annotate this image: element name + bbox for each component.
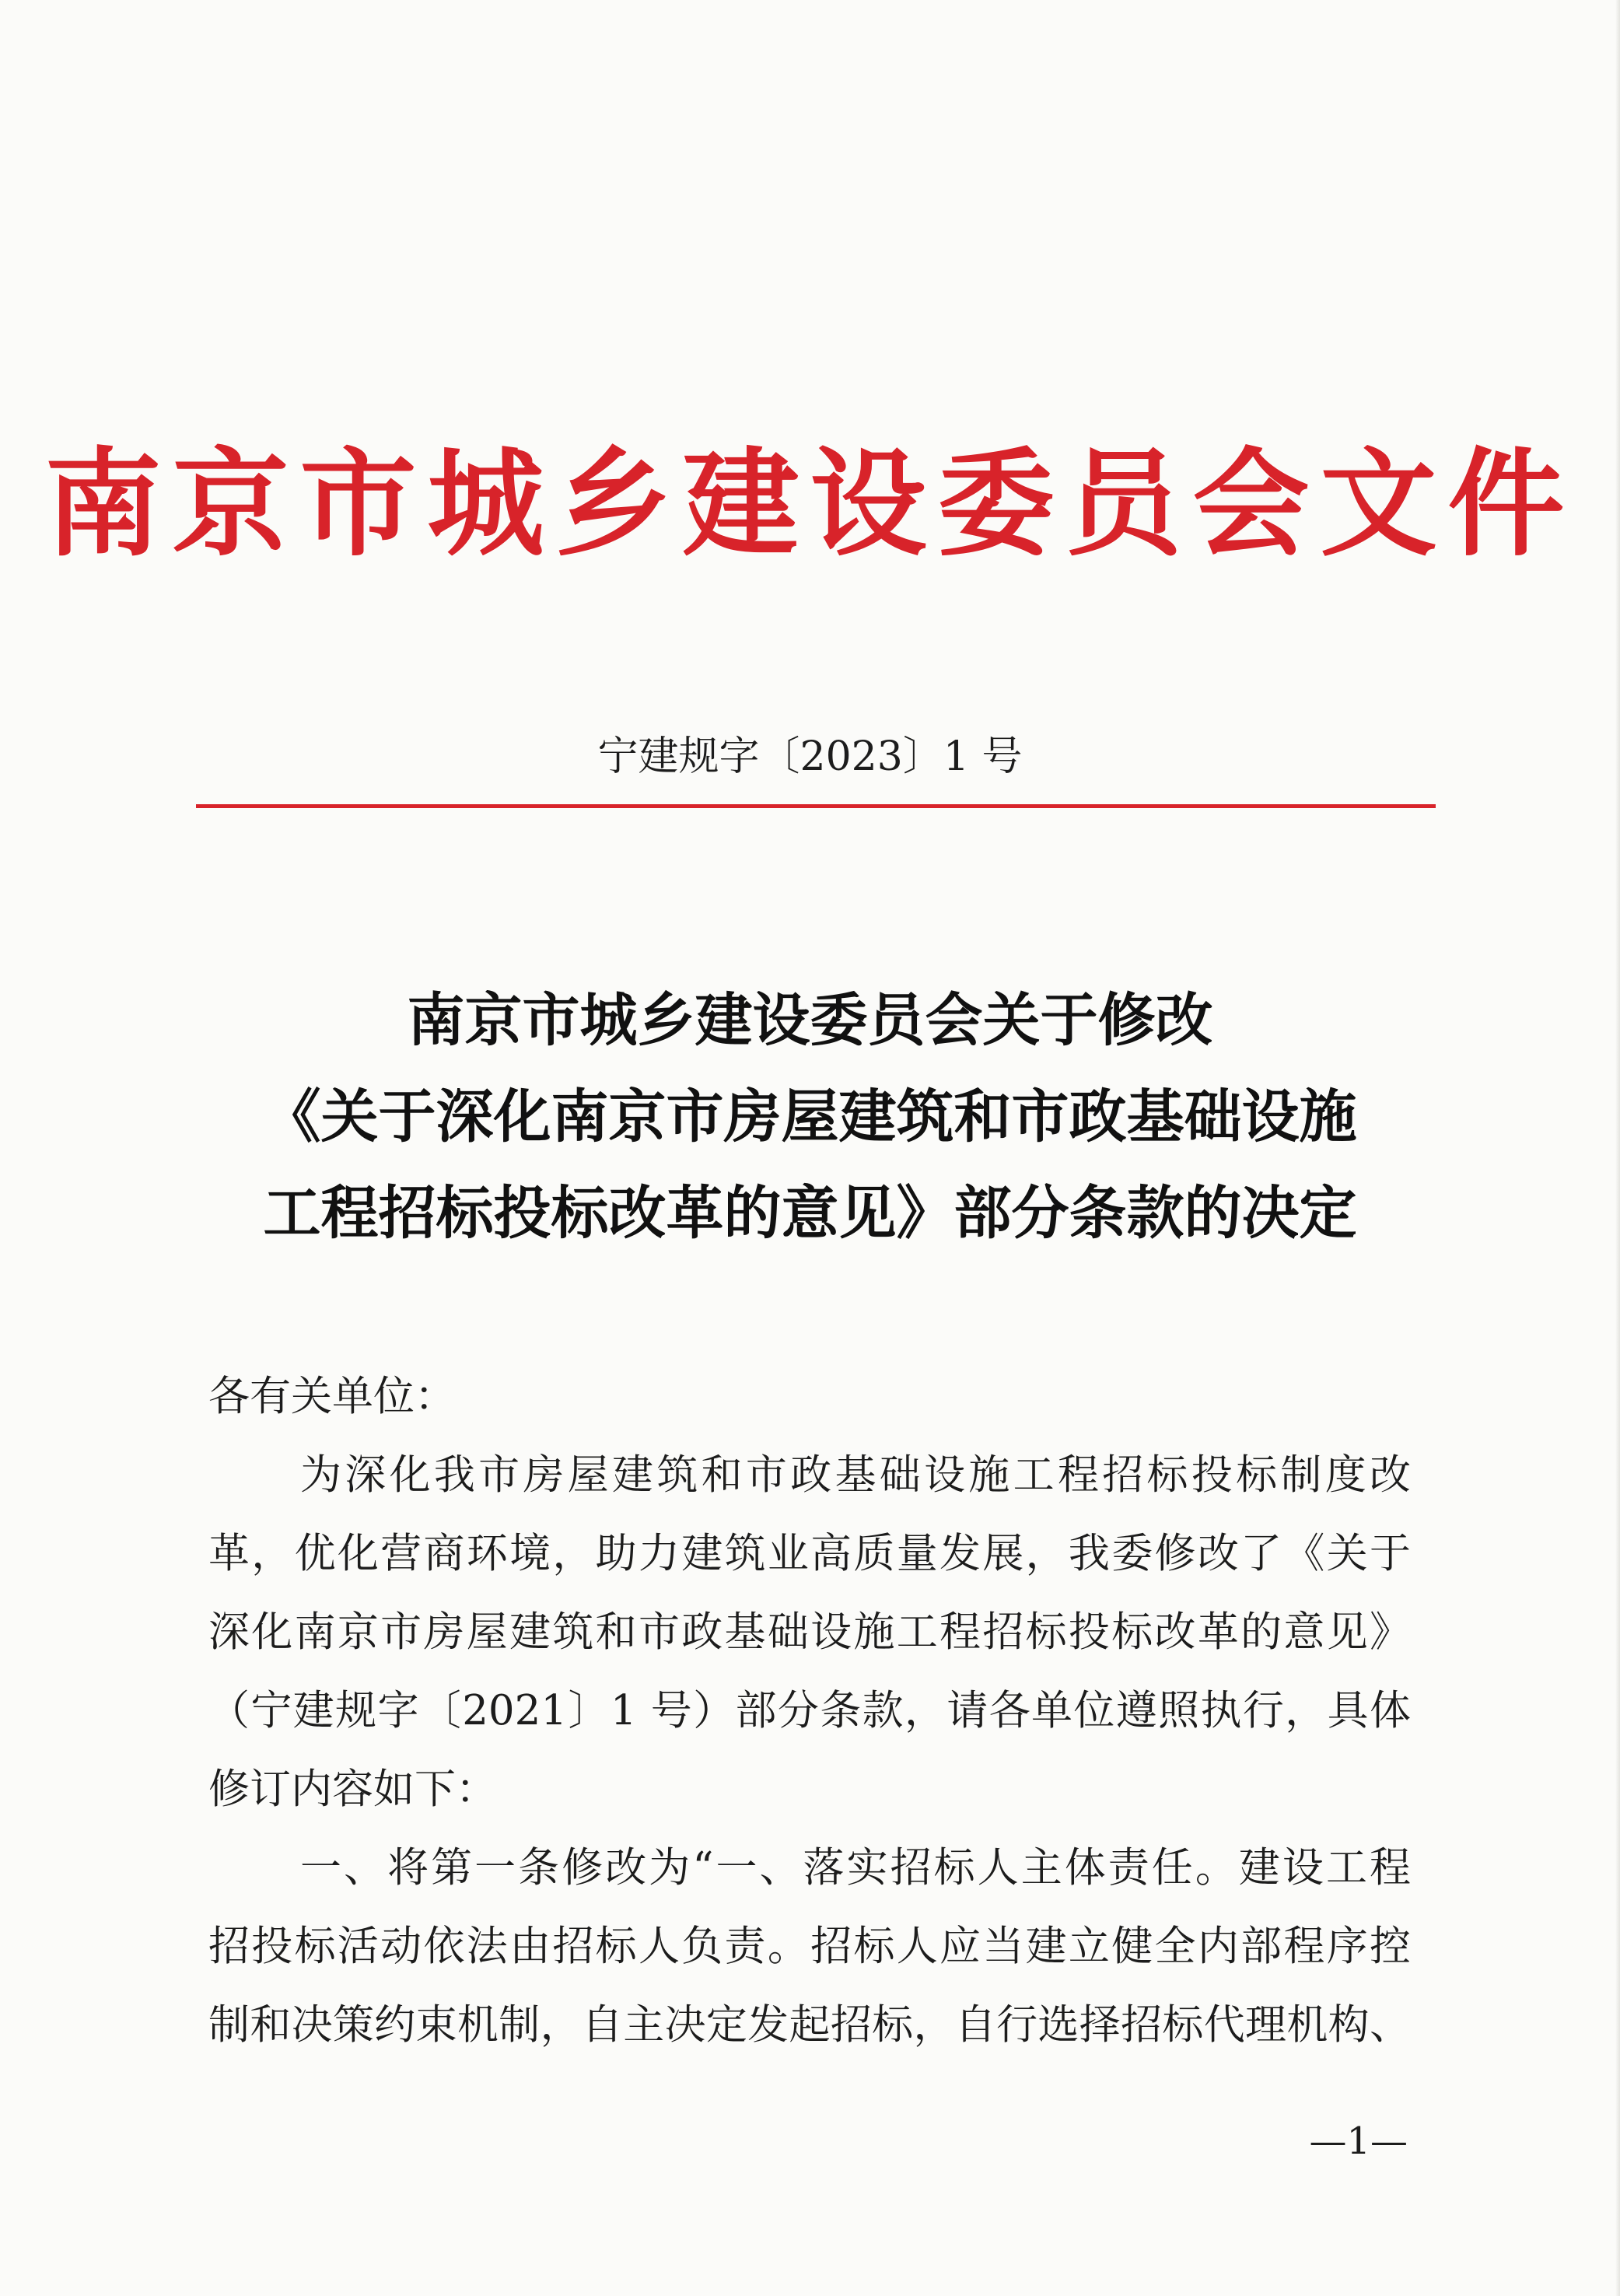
paragraph-2-line-1: 一、将第一条修改为“一、落实招标人主体责任。建设工程	[300, 1844, 1411, 1892]
salutation: 各有关单位：	[208, 1373, 456, 1420]
document-title	[0, 972, 1620, 1262]
masthead-title: 南京市城乡建设委员会文件	[44, 436, 1576, 572]
body-text	[208, 1357, 1411, 2064]
title-line-3: 工程招标投标改革的意见》部分条款的决定	[263, 1180, 1357, 1247]
document-number: 宁建规字〔2023〕1 号	[597, 733, 1023, 780]
paragraph-1-line-4: （宁建规字〔2021〕1 号）部分条款，请各单位遵照执行，具体	[208, 1687, 1411, 1734]
paragraph-2-line-2: 招投标活动依法由招标人负责。招标人应当建立健全内部程序控	[208, 1923, 1411, 1970]
page-number: —1—	[1309, 2119, 1408, 2163]
paragraph-2-line-3: 制和决策约束机制，自主决定发起招标，自行选择招标代理机构、	[208, 2001, 1411, 2049]
paragraph-1-line-3: 深化南京市房屋建筑和市政基础设施工程招标投标改革的意见》	[208, 1608, 1411, 1656]
paragraph-1-line-5: 修订内容如下：	[208, 1766, 497, 1813]
paragraph-1-line-2: 革，优化营商环境，助力建筑业高质量发展，我委修改了《关于	[208, 1530, 1411, 1577]
paragraph-1-line-1: 为深化我市房屋建筑和市政基础设施工程招标投标制度改	[300, 1451, 1411, 1499]
title-line-1: 南京市城乡建设委员会关于修改	[407, 987, 1213, 1054]
red-divider-rule	[196, 804, 1436, 808]
paper-edge-shadow	[1615, 0, 1620, 2296]
title-line-2: 《关于深化南京市房屋建筑和市政基础设施	[263, 1083, 1357, 1150]
